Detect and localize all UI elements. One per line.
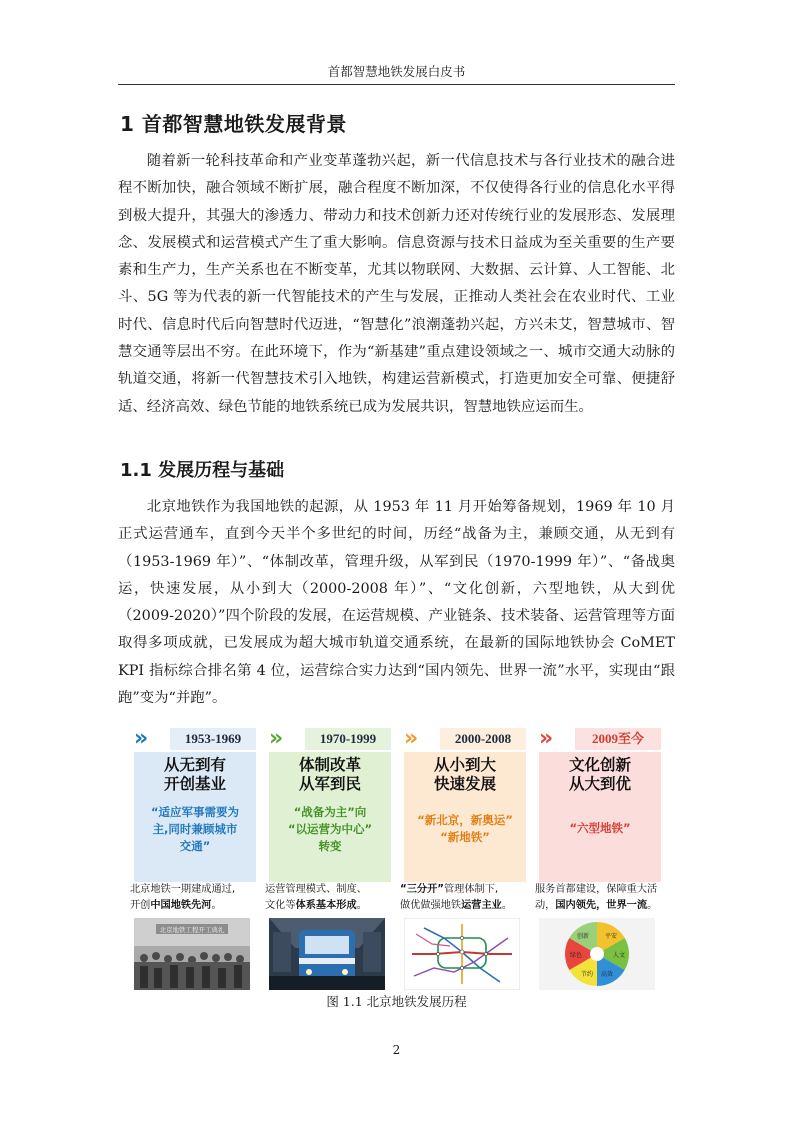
- six-type-metro-diagram: [539, 918, 655, 990]
- section-1-paragraph: 随着新一轮科技革命和产业变革蓬勃兴起，新一代信息技术与各行业技术的融合进程不断加快，融合领域不断扩展，融合程度不断加深，不仅使得各行业的信息化水平得到极大提升，其强大的渗透力、带动力和技术创新力还对传统行业的发展形态、发展理念、发展模式和运营模式产生了重大影响。信息资源与技术日益成为至关重要的生产要素和生产力，生产关系也在不断变革，尤其以物联网、大数据、云计算、人工智能、北斗、5G 等为代表的新一代智能技术的产生与发展，正推动人类社会在农业时代、工业时代、信息时代后向智慧时代迈进，“智慧化”浪潮蓬勃兴起，方兴未艾，智慧城市、智慧交通等层出不穷。在此环境下，作为“新基建”重点建设领域之一、城市交通大动脉的轨道交通，将新一代智慧技术引入地铁，构建运营新模式，打造更加安全可靠、便捷舒适、经济高效、绿色节能的地铁系统已成为发展共识，智慧地铁应运而生。: [118, 153, 675, 415]
- stage-subtitle: “六型地铁”: [569, 821, 631, 835]
- stage-panel: [539, 752, 661, 882]
- chevron-icon: »: [539, 726, 547, 751]
- historic-photo: [134, 918, 250, 990]
- banner-text: 北京地铁工程开工典礼: [159, 926, 225, 934]
- stage-year: 1970-1999: [305, 728, 391, 750]
- chevron-icon: »: [404, 726, 412, 751]
- stage-year: 2009至今: [575, 728, 661, 750]
- stage-panel: [134, 752, 256, 882]
- pie-label: 高效: [600, 971, 614, 978]
- stage-1953-1969: [130, 722, 256, 972]
- stage-2000-2008: [400, 722, 526, 972]
- stage-1970-1999: [265, 722, 391, 972]
- train-photo: [269, 918, 385, 990]
- history-timeline-figure: [130, 722, 664, 978]
- stage-subtitle: “新北京，新奥运” “新地铁”: [417, 813, 513, 844]
- pie-label: 人文: [612, 952, 626, 959]
- chevron-icon: »: [134, 726, 142, 751]
- pie-label: 绿色: [569, 952, 583, 959]
- stage-title: 从小到大 快速发展: [433, 756, 496, 793]
- figure-caption: 图 1.1 北京地铁发展历程: [326, 994, 467, 1009]
- stage-year: 1953-1969: [170, 728, 256, 750]
- chevron-icon: »: [269, 726, 277, 751]
- stage-description: 运营管理模式、制度、 文化等体系基本形成。: [265, 884, 367, 911]
- pie-label: 节约: [580, 971, 594, 978]
- stage-description: “三分开”管理体制下, 做优做强地铁运营主业。: [400, 884, 513, 911]
- stage-header: [134, 728, 256, 750]
- stage-subtitle: “适应军事需要为 主,同时兼顾城市 交通”: [150, 805, 240, 853]
- header-rule: [118, 84, 675, 85]
- stage-panel: [269, 752, 391, 882]
- stage-header: [539, 728, 661, 750]
- stage-2009-present: [535, 722, 661, 978]
- section-heading-1-1: 1.1 发展历程与基础: [120, 460, 285, 481]
- stage-header: [404, 728, 526, 750]
- stage-year: 2000-2008: [440, 728, 526, 750]
- stage-description: 服务首都建设，保障重大活 动，国内领先，世界一流。: [535, 884, 658, 911]
- running-header: 首都智慧地铁发展白皮书: [327, 64, 466, 79]
- section-1-1-paragraph: 北京地铁作为我国地铁的起源，从 1953 年 11 月开始筹备规划，1969 年 10 月正式运营通车，直到今天半个多世纪的时间，历经“战备为主，兼顾交通，从无到有（1953-1969 年）”、“体制改革，管理升级，从军到民（1970-1999 年）”、“备战奥运，快速发展，从小到大（2000-2008 年）”、“文化创新，六型地铁，从大到优（2009-2020）”四个阶段的发展，在运营规模、产业链条、技术装备、运营管理等方面取得多项成就，已发展成为超大城市轨道交通系统，在最新的国际地铁协会 CoMET KPI 指标综合排名第 4 位，运营综合实力达到“国内领先、世界一流”水平，实现由“跟跑”变为“并跑”。: [118, 499, 675, 707]
- subway-map-image: [404, 918, 520, 990]
- stage-subtitle: “战备为主”向 “以运营为中心” 转变: [287, 805, 373, 853]
- stage-title: 从无到有 开创基业: [163, 756, 226, 793]
- page-number: 2: [392, 1043, 401, 1057]
- pie-label: 创新: [576, 933, 590, 940]
- stage-description: 北京地铁一期建成通过, 开创中国地铁先河。: [130, 884, 236, 911]
- section-heading-1: 1 首都智慧地铁发展背景: [120, 112, 347, 136]
- pie-label: 平安: [604, 933, 618, 940]
- stage-title: 体制改革 从军到民: [298, 756, 361, 793]
- stage-panel: [404, 752, 526, 882]
- stage-title: 文化创新 从大到优: [568, 756, 631, 793]
- stage-header: [269, 728, 391, 750]
